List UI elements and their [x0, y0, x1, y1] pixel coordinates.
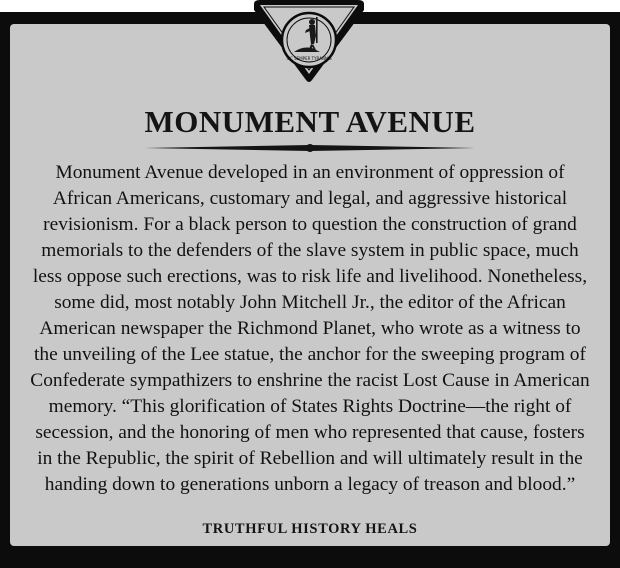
body-line: revisionism. For a black person to question the construction of grand — [43, 214, 577, 235]
body-line: memory. “This glorification of States Rights Doctrine—the right of — [48, 396, 572, 417]
plaque-footer: TRUTHFUL HISTORY HEALS — [202, 521, 418, 537]
body-line: African Americans, customary and legal, and aggressive historical — [52, 188, 568, 209]
plaque-body-text — [26, 160, 594, 498]
body-line: secession, and the honoring of men who represented that cause, fosters — [35, 422, 585, 443]
body-line: American newspaper the Richmond Planet, who wrote as a witness to — [39, 318, 581, 339]
title-divider — [145, 142, 475, 154]
body-line: the unveiling of the Lee statue, the anchor for the sweeping program of — [34, 344, 586, 365]
body-line: memorials to the defenders of the slave system in public space, much — [41, 240, 579, 261]
body-line: handing down to generations unborn a legacy of treason and blood.” — [44, 474, 576, 495]
body-line: some did, most notably John Mitchell Jr., the editor of the African — [54, 292, 566, 313]
seal-motto: SIC SEMPER TYRANNIS — [286, 56, 332, 61]
body-line: Monument Avenue developed in an environment of oppression of — [55, 162, 565, 183]
body-line: Confederate sympathizers to enshrine the racist Lost Cause in American — [30, 370, 590, 391]
body-line: in the Republic, the spirit of Rebellion and will ultimately result in the — [37, 448, 583, 469]
plaque-title: MONUMENT AVENUE — [144, 104, 476, 139]
state-seal-crest — [250, 0, 368, 84]
body-line: less oppose such erections, was to risk life and livelihood. Nonetheless, — [32, 266, 588, 287]
